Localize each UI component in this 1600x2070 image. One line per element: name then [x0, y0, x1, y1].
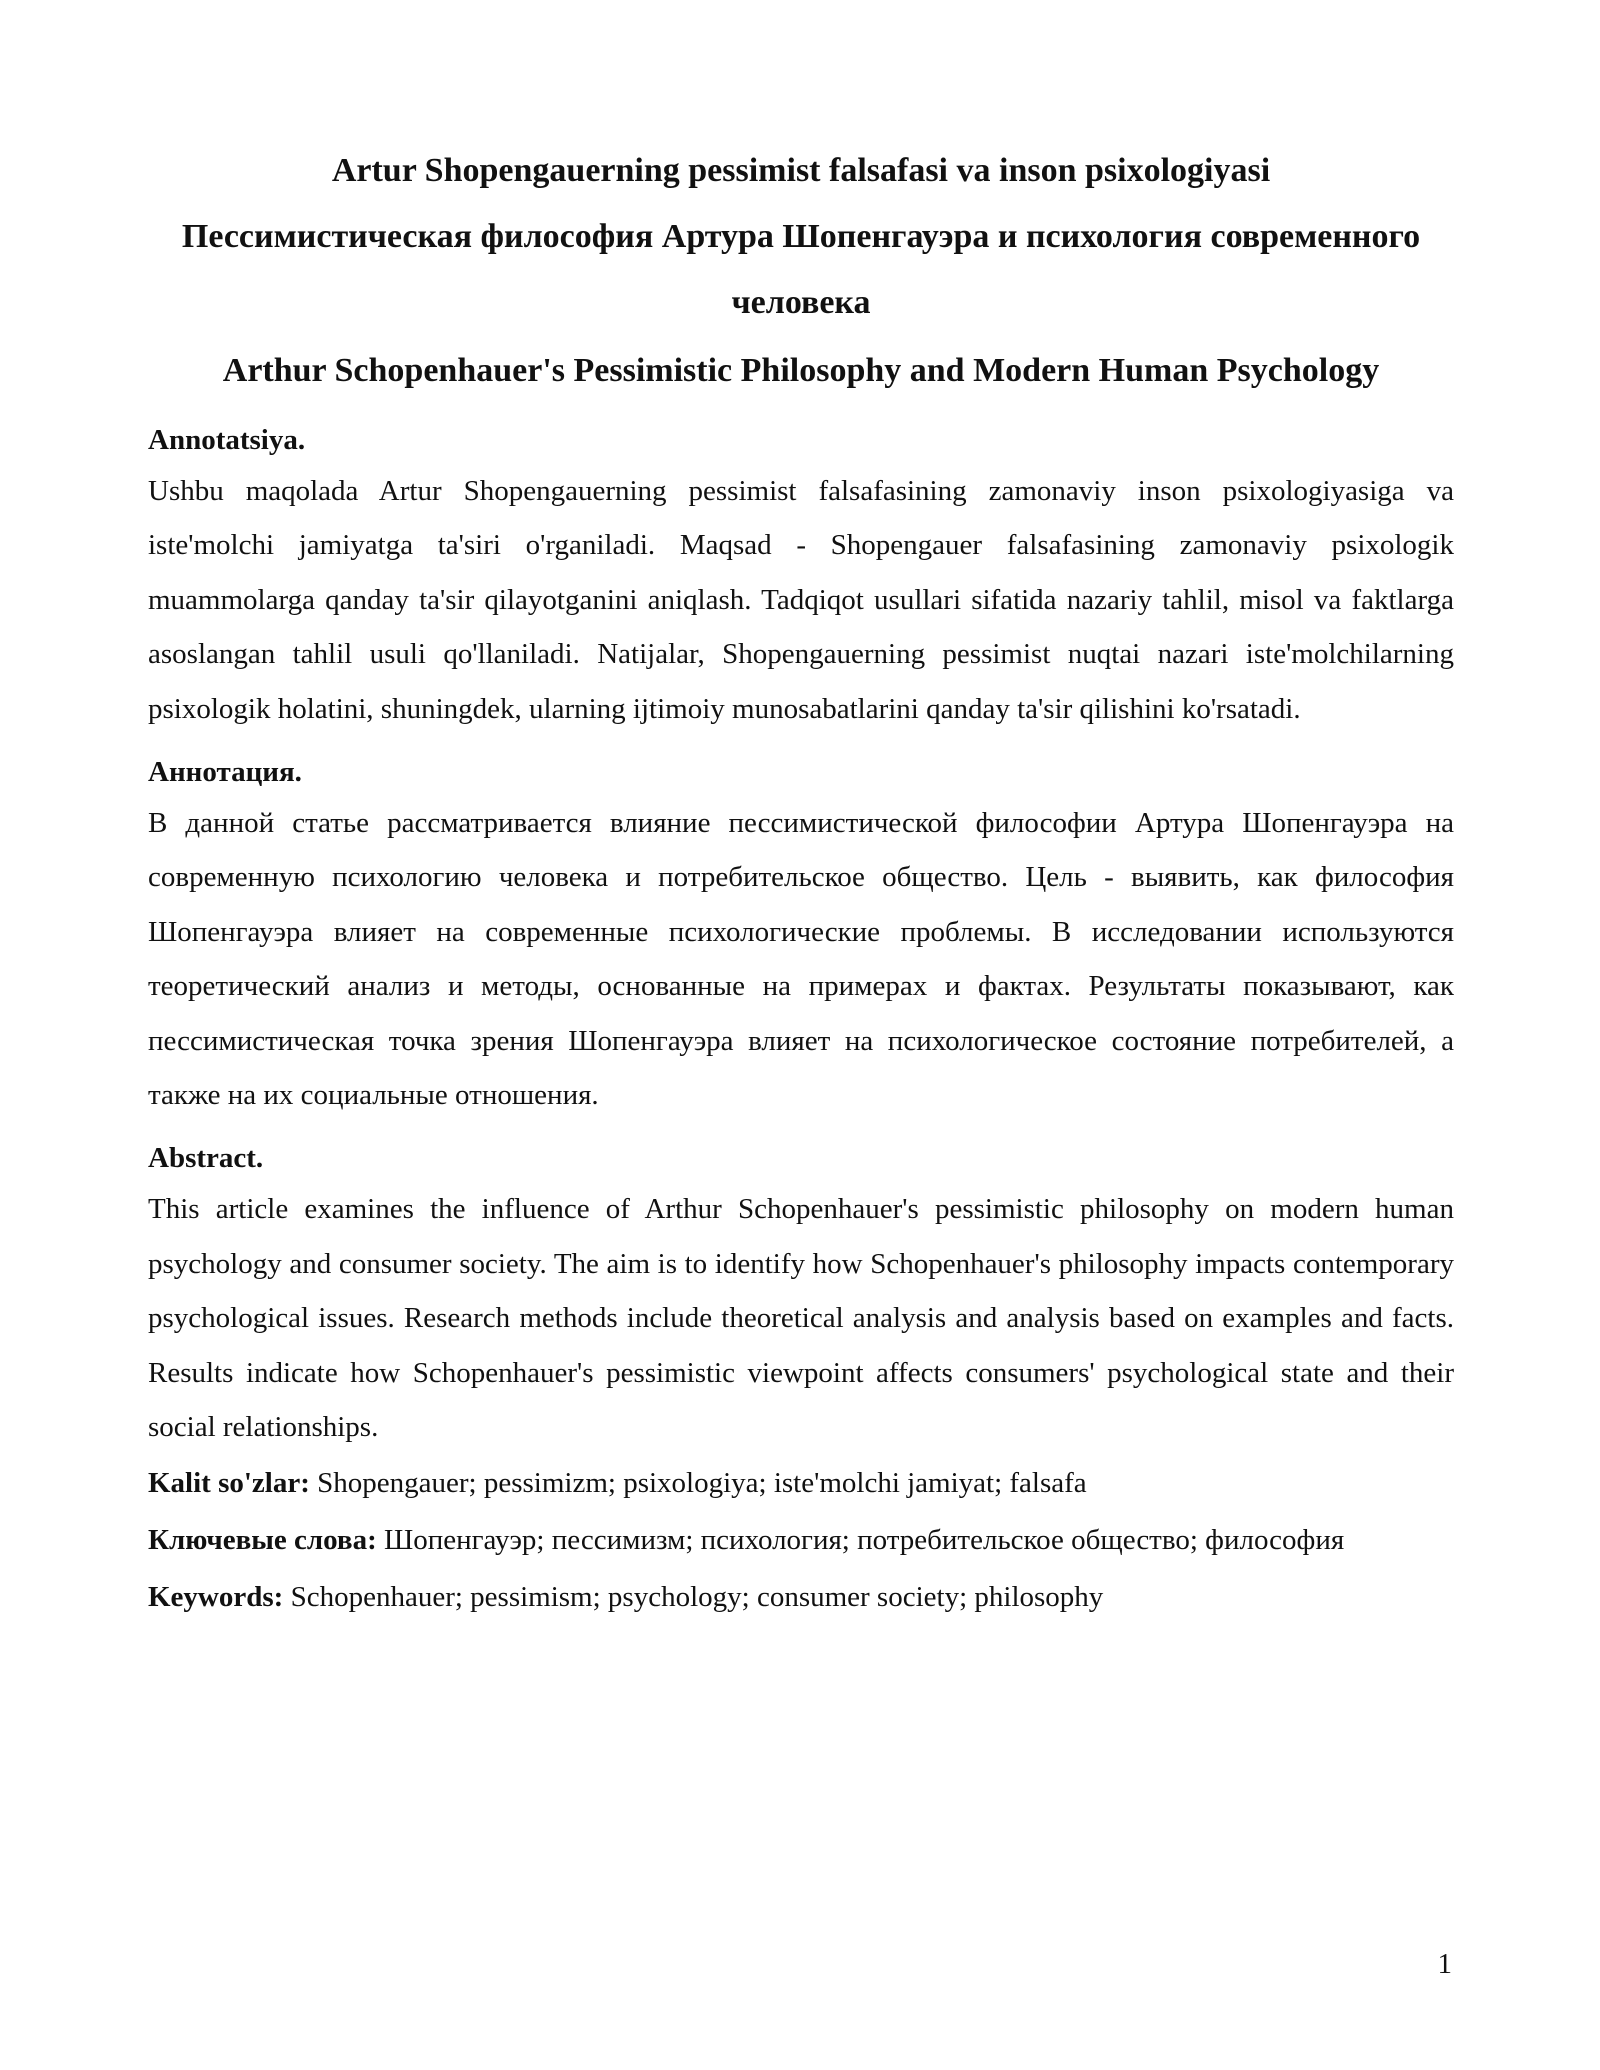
- keywords-russian: [148, 1512, 1454, 1569]
- abstract-english-text: This article examines the influence of Arthur Schopenhauer's pessimistic philosophy on modern human psychology and consumer society. The aim is to identify how Schopenhauer's philosophy impacts contemporary psychological issues. Research methods include theoretical analysis and analysis based on examples and facts. Results indicate how Schopenhauer's pessimistic viewpoint affects consumers' psychological state and their social relationships.: [148, 1193, 1454, 1444]
- keywords-uzbek-label: Kalit so'zlar:: [148, 1466, 310, 1499]
- title-english: Arthur Schopenhauer's Pessimistic Philosophy and Modern Human Psychology: [222, 352, 1380, 389]
- keywords-russian-text: Шопенгауэр; пессимизм; психология; потребительское общество; философия: [376, 1523, 1345, 1556]
- abstract-uzbek-heading: Annotatsiya.: [148, 424, 306, 456]
- keywords-uzbek: [148, 1455, 1454, 1512]
- abstract-russian: [148, 752, 1454, 1122]
- abstract-uzbek: [148, 420, 1454, 736]
- keywords-english-label: Keywords:: [148, 1580, 284, 1613]
- keywords-english: [148, 1569, 1454, 1626]
- paper-page: [148, 0, 1454, 2070]
- abstract-uzbek-text: Ushbu maqolada Artur Shopengauerning pessimist falsafasining zamonaviy inson psixologiyasiga va iste'molchi jamiyatga ta'siri o'rganiladi. Maqsad - Shopengauer falsafasining zamonaviy psixologik muammolarga qanday ta'sir qilayotganini aniqlash. Tadqiqot usullari sifatida nazariy tahlil, misol va faktlarga asoslangan tahlil usuli qo'llaniladi. Natijalar, Shopengauerning pessimist nuqtai nazari iste'molchilarning psixologik holatini, shuningdek, ularning ijtimoiy munosabatlarini qanday ta'sir qilishini ko'rsatadi.: [148, 475, 1454, 725]
- keywords-russian-label: Ключевые слова:: [148, 1523, 377, 1556]
- title-uzbek: Artur Shopengauerning pessimist falsafasi va inson psixologiyasi: [331, 152, 1271, 189]
- abstract-russian-text: В данной статье рассматривается влияние пессимистической философии Артура Шопенгауэра на современную психологию человека и потребительское общество. Цель - выявить, как философия Шопенгауэра влияет на современные психологические проблемы. В исследовании используются теоретический анализ и методы, основанные на примерах и фактах. Результаты показывают, как пессимистическая точка зрения Шопенгауэра влияет на психологическое состояние потребителей, а также на их социальные отношения.: [148, 807, 1454, 1112]
- keywords-uzbek-text: Shopengauer; pessimizm; psixologiya; iste'molchi jamiyat; falsafa: [309, 1466, 1087, 1499]
- abstract-english-heading: Abstract.: [148, 1142, 264, 1175]
- abstract-english: [148, 1138, 1454, 1454]
- keywords-block: [148, 1455, 1454, 1626]
- keywords-english-text: Schopenhauer; pessimism; psychology; consumer society; philosophy: [283, 1580, 1104, 1613]
- abstract-russian-heading: Аннотация.: [148, 756, 302, 789]
- title-russian: Пессимистическая философия Артура Шопенгауэра и психология современного человека: [181, 218, 1421, 321]
- page-number: 1: [1437, 1948, 1452, 1980]
